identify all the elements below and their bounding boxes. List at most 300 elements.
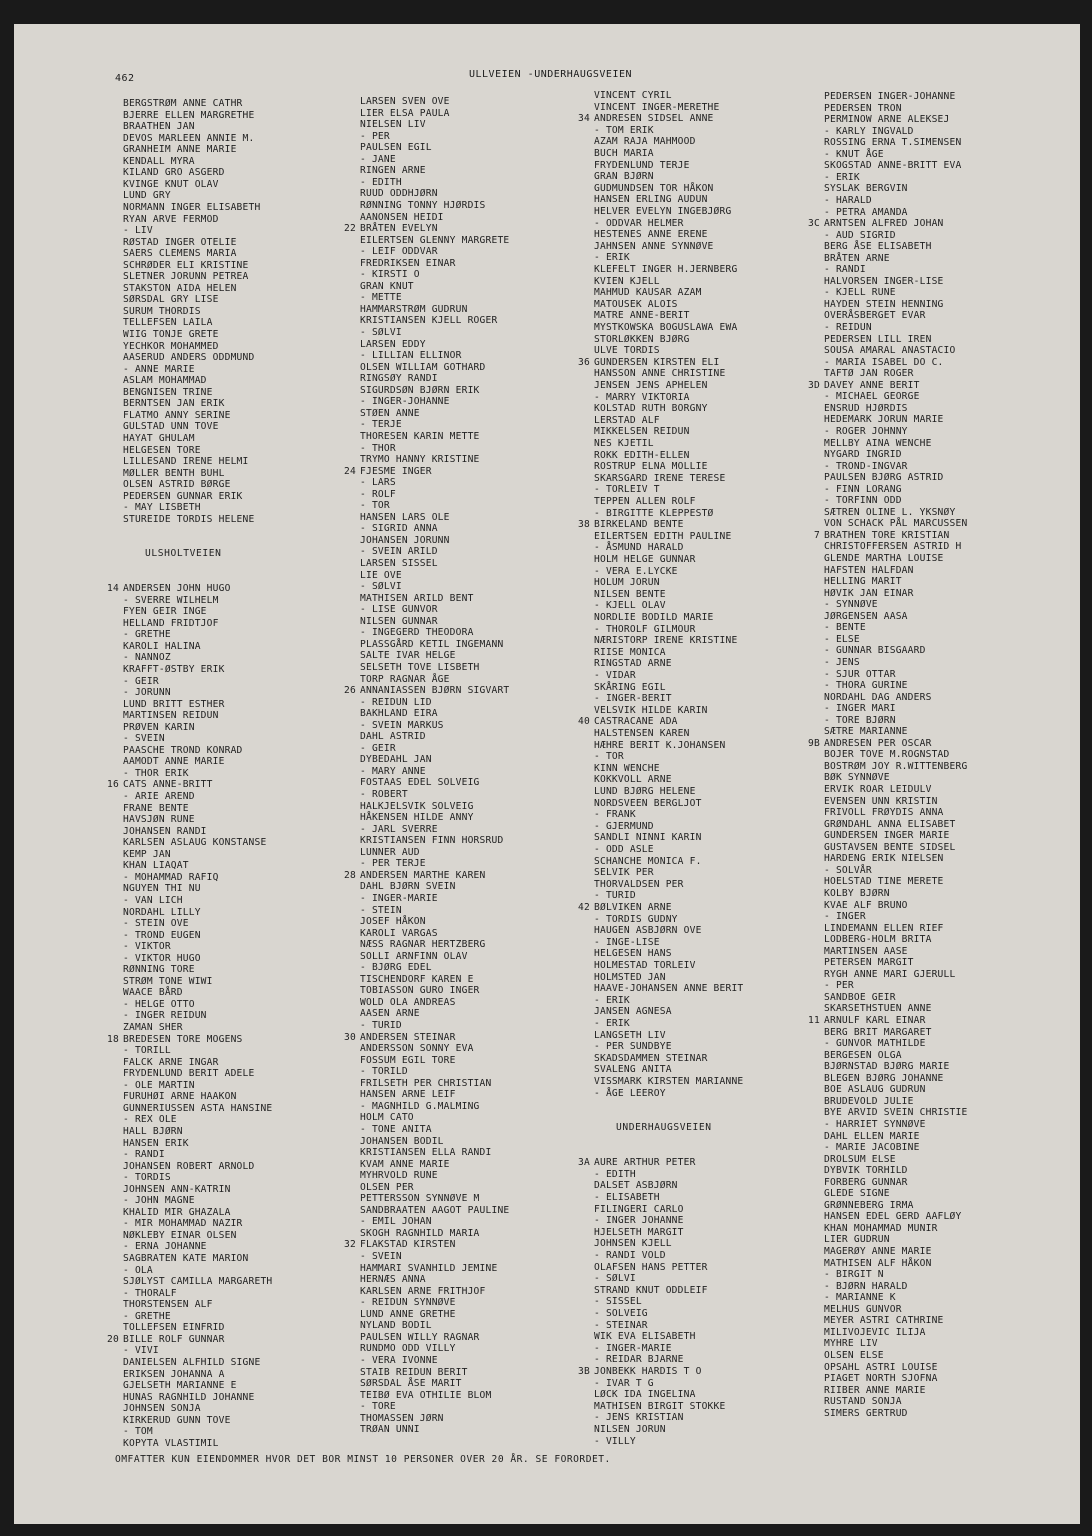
resident-name: - BIRGITTE KLEPPESTØ — [594, 507, 714, 519]
resident-name: ROSTRUP ELNA MOLLIE — [594, 461, 708, 473]
entry — [360, 96, 450, 108]
resident-name: - INGER-BERIT — [594, 693, 672, 705]
entry — [123, 1068, 254, 1080]
entry — [594, 1378, 654, 1390]
resident-name: CASTRACANE ADA — [594, 716, 678, 728]
resident-name: - FRANK — [594, 809, 636, 821]
resident-name: WIK EVA ELISABETH — [594, 1331, 696, 1343]
entry — [360, 662, 480, 674]
entry — [123, 768, 189, 780]
entry — [824, 934, 932, 946]
entry — [824, 772, 890, 784]
entry — [594, 1308, 648, 1320]
entry — [594, 1343, 672, 1355]
resident-name: - ROBERT — [360, 789, 408, 800]
entry — [360, 1228, 480, 1240]
resident-name: HANSEN ERLING AUDUN — [594, 194, 708, 206]
entry — [824, 310, 926, 322]
entry — [360, 1182, 414, 1194]
entry — [123, 999, 195, 1011]
resident-name: - GRETHE — [123, 629, 171, 641]
entry-with-number — [578, 716, 678, 728]
entry — [123, 294, 219, 306]
resident-name: SOUSA AMARAL ANASTACIO — [824, 345, 956, 357]
entry — [824, 1258, 932, 1270]
resident-name: FRIVOLL FRØYDIS ANNA — [824, 807, 944, 819]
resident-name: - KARLY INGVALD — [824, 125, 914, 137]
entry-with-number — [808, 218, 944, 230]
entry — [123, 1415, 231, 1427]
resident-name: HUNAS RAGNHILD JOHANNE — [123, 1391, 255, 1403]
entry — [594, 1180, 678, 1192]
resident-name: PEDERSEN LILL IREN — [824, 333, 932, 345]
resident-name: BJERRE ELLEN MARGRETHE — [123, 109, 255, 121]
entry — [594, 705, 708, 717]
resident-name: - TROND-INGVAR — [824, 460, 908, 472]
entry — [824, 819, 955, 831]
resident-name: HALSTENSEN KAREN — [594, 728, 690, 739]
entry — [594, 1238, 672, 1250]
resident-name: MYHRE LIV — [824, 1338, 878, 1350]
resident-name: - MAGNHILD G.MALMING — [360, 1100, 480, 1112]
resident-name: KARLSEN ARNE FRITHJOF — [360, 1285, 486, 1297]
resident-name: PERMINOW ARNE ALEKSEJ — [824, 114, 950, 126]
resident-name: FJESME INGER — [360, 465, 432, 477]
resident-name: - HARALD — [824, 194, 872, 206]
resident-name: - ÅGE LEEROY — [594, 1087, 666, 1099]
resident-name: SKARSETHSTUEN ANNE — [824, 1003, 932, 1015]
resident-name: ANNANIASSEN BJØRN SIGVART — [360, 685, 510, 697]
resident-name: MARTINSEN AASE — [824, 945, 908, 957]
resident-name: - TOR — [594, 751, 624, 763]
resident-name: BØLVIKEN ARNE — [594, 902, 672, 913]
resident-name: KHALID MIR GHAZALA — [123, 1206, 231, 1218]
resident-name: - EDITH — [594, 1168, 636, 1180]
entry — [594, 1354, 684, 1366]
entry — [824, 715, 896, 727]
entry — [824, 692, 932, 704]
entry — [360, 1251, 402, 1263]
resident-name: TEPPEN ALLEN ROLF — [594, 496, 696, 507]
resident-name: BUCH MARIA — [594, 148, 654, 159]
resident-name: - ELSE — [824, 633, 860, 645]
resident-name: GRANHEIM ANNE MARIE — [123, 144, 237, 156]
entry — [360, 789, 408, 801]
resident-name: GLEDE SIGNE — [824, 1188, 890, 1200]
entry — [360, 454, 480, 466]
resident-name: - INGE-LISE — [594, 936, 660, 948]
resident-name: SANDLI NINNI KARIN — [594, 832, 702, 844]
resident-name: ROKK EDITH-ELLEN — [594, 449, 690, 461]
resident-name: DYBVIK TORHILD — [824, 1165, 908, 1177]
entry — [824, 461, 908, 473]
resident-name: - TORFINN ODD — [824, 495, 902, 507]
resident-name: STUREIDE TORDIS HELENE — [123, 513, 255, 525]
entry — [360, 881, 456, 893]
resident-name: - THOR — [360, 442, 396, 454]
resident-name: SKADSDAMMEN STEINAR — [594, 1052, 708, 1064]
entry — [824, 622, 866, 634]
entry — [123, 1230, 237, 1242]
resident-name: - SØLVI — [594, 1273, 636, 1285]
resident-name: - TORLEIV T — [594, 484, 660, 496]
resident-name: STORLØKKEN BJØRG — [594, 333, 690, 345]
resident-name: - AUD SIGRID — [824, 229, 896, 241]
entry — [360, 1297, 456, 1309]
entry — [824, 842, 955, 854]
entry — [123, 468, 225, 480]
resident-name: - INGER MARI — [824, 703, 896, 715]
resident-name: - TORILD — [360, 1066, 408, 1078]
entry — [594, 310, 690, 322]
entry — [594, 821, 654, 833]
entry — [594, 960, 696, 972]
entry — [360, 408, 420, 420]
resident-name: LIE OVE — [360, 569, 402, 581]
entry — [594, 1076, 743, 1088]
resident-name: HAUGEN ASBJØRN OVE — [594, 925, 702, 937]
entry — [123, 699, 225, 711]
entry — [360, 523, 438, 535]
entry — [360, 928, 438, 940]
entry — [824, 1396, 902, 1408]
resident-name: - VIDAR — [594, 670, 636, 681]
entry — [824, 1408, 908, 1420]
entry — [360, 1355, 438, 1367]
resident-name: SCHRØDER ELI KRISTINE — [123, 259, 249, 271]
resident-name: LIER ELSA PAULA — [360, 107, 450, 119]
resident-name: - OLE MARTIN — [123, 1079, 195, 1091]
resident-name: HALVORSEN INGER-LISE — [824, 275, 944, 287]
resident-name: - INGER-MARIE — [594, 1342, 672, 1354]
resident-name: - ARIE AREND — [123, 791, 195, 802]
entry — [360, 431, 480, 443]
entry — [594, 1018, 630, 1030]
resident-name: SANDBOE GEIR — [824, 991, 896, 1003]
resident-name: - GJERMUND — [594, 820, 654, 832]
entry — [594, 670, 636, 682]
resident-name: - LEIF ODDVAR — [360, 246, 438, 258]
resident-name: - RANDI VOLD — [594, 1250, 666, 1261]
entry — [360, 327, 402, 339]
resident-name: BREDESEN TORE MOGENS — [123, 1033, 243, 1045]
resident-name: - REIDUN — [824, 322, 872, 333]
entry — [824, 726, 908, 738]
resident-name: - PETRA AMANDA — [824, 206, 908, 218]
entry-with-number — [808, 379, 920, 392]
resident-name: FOSTAAS EDEL SOLVEIG — [360, 777, 480, 789]
resident-name: - VAN LICH — [123, 894, 183, 906]
resident-name: NES KJETIL — [594, 438, 654, 449]
resident-name: TORP RAGNAR ÅGE — [360, 673, 450, 685]
entry — [360, 292, 402, 304]
entry — [594, 380, 708, 392]
entry — [824, 287, 896, 299]
entry — [123, 745, 243, 757]
entry — [594, 1006, 672, 1018]
resident-name: - BENTE — [824, 622, 866, 634]
resident-name: HAYDEN STEIN HENNING — [824, 298, 944, 310]
resident-name: - ERIK — [594, 994, 630, 1006]
entry — [594, 1053, 708, 1065]
resident-name: PRØVEN KARIN — [123, 721, 195, 733]
entry — [360, 985, 480, 997]
entry-with-number — [107, 583, 231, 595]
resident-name: - SVEIN ARILD — [360, 546, 438, 558]
entry — [123, 1276, 272, 1288]
house-number: 26 — [344, 685, 356, 697]
resident-name: LARSEN SVEN OVE — [360, 96, 450, 107]
resident-name: LILLESAND IRENE HELMI — [123, 456, 249, 468]
resident-name: - HELGE OTTO — [123, 998, 195, 1010]
resident-name: KAROLI HALINA — [123, 640, 201, 652]
resident-name: ARNULF KARL EINAR — [824, 1015, 926, 1026]
resident-name: GULSTAD UNN TOVE — [123, 421, 219, 433]
entry — [360, 1170, 438, 1182]
entry — [360, 639, 503, 651]
entry — [360, 1390, 491, 1402]
entry — [594, 1412, 684, 1424]
resident-name: - VILLY — [594, 1435, 636, 1447]
entry — [824, 1142, 920, 1154]
resident-name: - MICHAEL GEORGE — [824, 391, 920, 403]
entry — [594, 473, 725, 485]
resident-name: - METTE — [360, 292, 402, 304]
resident-name: FRILSETH PER CHRISTIAN — [360, 1077, 492, 1089]
resident-name: MAHMUD KAUSAR AZAM — [594, 287, 702, 299]
entry — [594, 368, 725, 380]
resident-name: SELVIK PER — [594, 867, 654, 879]
resident-name: JOHANSEN JORUNN — [360, 534, 450, 546]
entry — [360, 697, 432, 709]
resident-name: KRISTIANSEN KJELL ROGER — [360, 315, 498, 327]
entry — [360, 777, 480, 789]
entry — [824, 657, 860, 669]
entry — [123, 756, 225, 768]
resident-name: NYLAND BODIL — [360, 1320, 432, 1332]
entry — [594, 1030, 666, 1042]
entry — [360, 558, 438, 570]
entry — [360, 1367, 468, 1379]
entry — [824, 680, 908, 692]
entry — [824, 1200, 914, 1212]
entry — [123, 826, 207, 838]
entry — [123, 953, 201, 965]
resident-name: SANDBRAATEN AAGOT PAULINE — [360, 1204, 510, 1216]
entry — [594, 740, 725, 752]
entry — [594, 809, 636, 821]
resident-name: LUND BJØRG HELENE — [594, 786, 696, 797]
resident-name: - PER — [824, 980, 854, 992]
resident-name: MEYER ASTRI CATHRINE — [824, 1315, 944, 1327]
entry — [360, 546, 438, 558]
resident-name: HANSEN ERIK — [123, 1137, 189, 1149]
resident-name: ANDRESEN SIDSEL ANNE — [594, 113, 714, 125]
resident-name: - MOHAMMAD RAFIQ — [123, 871, 219, 883]
entry — [824, 1050, 902, 1062]
resident-name: - TONE ANITA — [360, 1123, 432, 1135]
entry — [594, 392, 690, 404]
resident-name: - VIVI — [123, 1345, 159, 1357]
resident-name: MATHISEN ALF HÅKON — [824, 1257, 932, 1269]
entry — [824, 103, 902, 115]
entry — [824, 807, 944, 819]
resident-name: HELGESEN HANS — [594, 948, 672, 960]
resident-name: BLEGEN BJØRG JOHANNE — [824, 1072, 944, 1084]
entry — [123, 860, 189, 872]
house-number: 42 — [578, 902, 590, 913]
house-number: 11 — [808, 1015, 820, 1026]
resident-name: - PER TERJE — [360, 858, 426, 870]
entry — [123, 248, 237, 260]
resident-name: - SØLVI — [360, 581, 402, 593]
resident-name: SIMERS GERTRUD — [824, 1407, 908, 1419]
resident-name: MARTINSEN REIDUN — [123, 710, 219, 722]
entry — [123, 1057, 219, 1069]
resident-name: - NANNOZ — [123, 652, 171, 664]
entry — [594, 786, 696, 798]
entry — [824, 576, 902, 588]
resident-name: - SVERRE WILHELM — [123, 594, 219, 606]
resident-name: SVALENG ANITA — [594, 1064, 672, 1076]
resident-name: - ERNA JOHANNE — [123, 1241, 207, 1253]
entry — [824, 241, 932, 253]
resident-name: GRØNDAHL ANNA ELISABET — [824, 818, 956, 830]
resident-name: SURUM THORDIS — [123, 305, 201, 317]
entry — [824, 1177, 908, 1189]
resident-name: HJELSETH MARGIT — [594, 1226, 684, 1238]
entry-with-number — [344, 869, 486, 882]
entry — [824, 1350, 884, 1362]
entry — [123, 641, 201, 653]
resident-name: - FINN LORANG — [824, 483, 902, 495]
entry — [360, 1286, 486, 1298]
resident-name: - SIGRID ANNA — [360, 523, 438, 535]
resident-name: - ROGER JOHNNY — [824, 425, 908, 437]
resident-name: FALCK ARNE INGAR — [123, 1056, 219, 1068]
entry — [594, 983, 743, 995]
resident-name: BENGNISEN TRINE — [123, 386, 213, 398]
entry — [824, 91, 955, 103]
entry — [594, 1424, 666, 1436]
entry — [824, 126, 914, 138]
resident-name: PAULSEN EGIL — [360, 142, 432, 154]
house-number: 3D — [808, 379, 820, 391]
house-number: 38 — [578, 519, 590, 531]
entry — [360, 385, 480, 397]
resident-name: SLETNER JORUNN PETREA — [123, 271, 249, 283]
entry — [594, 287, 702, 299]
entry — [824, 876, 944, 888]
entry — [594, 728, 690, 740]
entry — [594, 925, 702, 937]
resident-name: - TROND EUGEN — [123, 929, 201, 941]
resident-name: ENSRUD HJØRDIS — [824, 402, 908, 414]
resident-name: - ANNE MARIE — [123, 363, 195, 375]
resident-name: DAHL ELLEN MARIE — [824, 1130, 920, 1142]
resident-name: TRØAN UNNI — [360, 1424, 420, 1436]
entry — [123, 918, 189, 930]
resident-name: NILSEN BENTE — [594, 588, 666, 600]
resident-name: KOPYTA VLASTIMIL — [123, 1437, 219, 1449]
entry — [824, 969, 955, 981]
resident-name: PIAGET NORTH SJOFNA — [824, 1373, 938, 1385]
resident-name: BOJER TOVE M.ROGNSTAD — [824, 749, 950, 761]
entry — [123, 872, 219, 884]
resident-name: BIRKELAND BENTE — [594, 519, 684, 531]
resident-name: ASLAM MOHAMMAD — [123, 375, 207, 387]
resident-name: MYHRVOLD RUNE — [360, 1170, 438, 1182]
resident-name: - THOROLF GILMOUR — [594, 623, 696, 635]
entry — [360, 304, 468, 316]
house-number: 40 — [578, 716, 590, 728]
entry — [824, 322, 872, 334]
resident-name: BOE ASLAUG GUDRUN — [824, 1084, 926, 1096]
resident-name: HAFSTEN HALFDAN — [824, 564, 914, 576]
entry-with-number — [578, 356, 720, 369]
entry — [360, 1043, 474, 1055]
resident-name: MELLBY AINA WENCHE — [824, 437, 932, 449]
resident-name: HELVER EVELYN INGEBJØRG — [594, 206, 732, 217]
resident-name: DALSET ASBJØRN — [594, 1180, 678, 1192]
resident-name: - INGER — [824, 911, 866, 923]
entry — [360, 1274, 426, 1286]
entry — [594, 1389, 696, 1401]
entry — [824, 195, 872, 207]
entry-with-number — [578, 1157, 696, 1169]
resident-name: - HARRIET SYNNØVE — [824, 1118, 926, 1130]
resident-name: BERGESEN OLGA — [824, 1049, 902, 1061]
resident-name: FREDRIKSEN EINAR — [360, 257, 456, 269]
resident-name: - VERA IVONNE — [360, 1354, 438, 1366]
entry — [123, 814, 195, 826]
resident-name: MAGERØY ANNE MARIE — [824, 1246, 932, 1257]
entry — [123, 1322, 225, 1334]
entry — [594, 183, 714, 195]
resident-name: SJØLYST CAMILLA MARGARETH — [123, 1276, 273, 1288]
resident-name: NIELSEN LIV — [360, 119, 426, 131]
entry — [360, 1055, 456, 1067]
entry — [123, 1369, 225, 1381]
resident-name: AASEN ARNE — [360, 1008, 420, 1020]
entry — [123, 1403, 201, 1415]
entry — [360, 812, 474, 824]
entry — [594, 426, 690, 438]
resident-name: KLEFELT INGER H.JERNBERG — [594, 264, 738, 275]
resident-name: NORDAHL LILLY — [123, 906, 201, 918]
entry — [594, 1331, 696, 1343]
resident-name: ULSHOLTVEIEN — [145, 548, 222, 560]
resident-name: - MARRY VIKTORIA — [594, 391, 690, 403]
resident-name: - GUNVOR MATHILDE — [824, 1038, 926, 1050]
entry — [360, 824, 438, 836]
resident-name: HAMMARSTRØM GUDRUN — [360, 303, 468, 315]
entry — [360, 396, 450, 408]
house-number: 3B — [578, 1366, 590, 1377]
entry — [123, 1149, 165, 1161]
resident-name: GUNDERSEN KIRSTEN ELI — [594, 356, 720, 368]
entry — [594, 867, 654, 879]
entry — [594, 90, 672, 102]
resident-name: - PER SUNDBYE — [594, 1041, 672, 1053]
house-number: 3A — [578, 1157, 590, 1169]
entry — [824, 911, 866, 923]
resident-name: NORDAHL DAG ANDERS — [824, 691, 932, 703]
entry — [360, 1205, 509, 1217]
resident-name: - JENS — [824, 656, 860, 668]
resident-name: AASERUD ANDERS ODDMUND — [123, 352, 255, 364]
resident-name: RYAN ARVE FERMOD — [123, 213, 219, 225]
